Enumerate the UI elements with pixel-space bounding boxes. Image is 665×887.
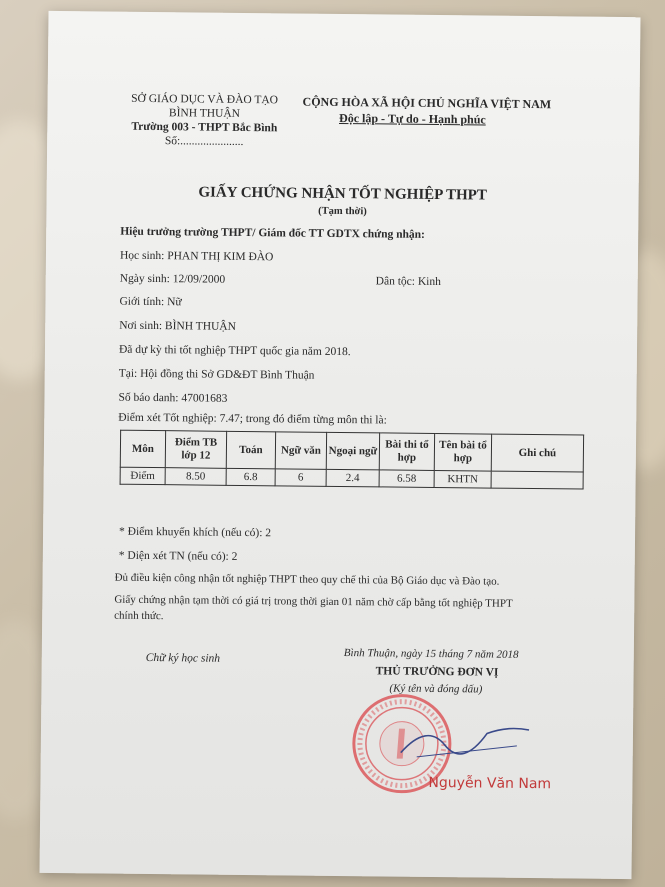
validity-statement-line2: chính thức.: [114, 609, 164, 623]
table-header: Bài thi tổ hợp: [379, 433, 434, 471]
table-header: Môn: [120, 430, 165, 467]
table-header: Tên bài tổ hợp: [434, 433, 491, 471]
table-cell: 8.50: [165, 468, 226, 486]
table-header: Ngữ văn: [275, 432, 326, 470]
table-cell: Điểm: [120, 467, 165, 484]
validity-statement-line1: Giấy chứng nhận tạm thời có giá trị trong thời gian 01 năm chờ cấp bằng tốt nghiệp THPT: [114, 593, 513, 610]
exam-council: Tại: Hội đồng thi Sở GD&ĐT Bình Thuận: [118, 367, 315, 382]
priority-category: * Diện xét TN (nếu có): 2: [118, 549, 238, 563]
table-cell: 6: [275, 469, 326, 487]
head-title: THỦ TRƯỞNG ĐƠN VỊ: [375, 665, 499, 679]
motto: Độc lập - Tự do - Hạnh phúc: [339, 110, 486, 127]
document-subtitle: (Tạm thời): [318, 205, 367, 218]
table-cell: 2.4: [326, 469, 379, 487]
student-signature-label: Chữ ký học sinh: [145, 651, 221, 665]
document-number: Số:......................: [164, 135, 244, 148]
table-header: Ngoại ngữ: [326, 432, 379, 470]
issue-date: Bình Thuận, ngày 15 tháng 7 năm 2018: [343, 647, 519, 661]
province-name: BÌNH THUẬN: [168, 107, 241, 120]
table-cell: 6.8: [226, 468, 275, 486]
table-cell: KHTN: [434, 470, 491, 488]
signer-name: Nguyễn Văn Nam: [428, 774, 552, 793]
student-name: Học sinh: PHAN THỊ KIM ĐÀO: [119, 249, 274, 264]
header-left: [119, 92, 290, 150]
table-header: Ghi chú: [491, 434, 583, 472]
bonus-points: * Điểm khuyến khích (nếu có): 2: [119, 525, 272, 540]
certification-intro: Hiệu trưởng trường THPT/ Giám đốc TT GDTX chứng nhận:: [120, 225, 425, 241]
eligibility-statement: Đủ điều kiện công nhận tốt nghiệp THPT theo quy chế thi của Bộ Giáo dục và Đào tạo.: [114, 571, 500, 588]
school-name: Trường 003 - THPT Bắc Bình: [131, 120, 278, 135]
ethnicity: Dân tộc: Kinh: [375, 275, 441, 289]
birthplace: Nơi sinh: BÌNH THUẬN: [119, 319, 237, 333]
country-name: CỘNG HÒA XÃ HỘI CHỦ NGHĨA VIỆT NAM: [302, 94, 552, 112]
table-cell: [491, 471, 583, 489]
document-title: GIẤY CHỨNG NHẬN TỐT NGHIỆP THPT: [198, 184, 487, 204]
table-header: Toán: [226, 431, 275, 469]
certificate-paper: [40, 11, 641, 879]
date-of-birth: Ngày sinh: 12/09/2000: [119, 272, 226, 286]
candidate-number: Số báo danh: 47001683: [118, 391, 228, 405]
head-note: (Ký tên và đóng dấu): [389, 682, 483, 696]
table-header: Điểm TB lớp 12: [165, 431, 226, 469]
table-header-row: [120, 430, 583, 472]
graduation-score: Điểm xét Tốt nghiệp: 7.47; trong đó điểm từng môn thi là:: [118, 411, 387, 427]
exam-statement: Đã dự kỳ thi tốt nghiệp THPT quốc gia năm 2018.: [118, 343, 351, 359]
header-right: [302, 94, 552, 128]
handwritten-signature: [397, 715, 538, 766]
table-row: [120, 467, 583, 489]
department-name: SỞ GIÁO DỤC VÀ ĐÀO TẠO: [131, 92, 279, 107]
grades-table: [120, 430, 585, 490]
table-cell: 6.58: [379, 470, 434, 488]
gender: Giới tính: Nữ: [119, 295, 182, 309]
